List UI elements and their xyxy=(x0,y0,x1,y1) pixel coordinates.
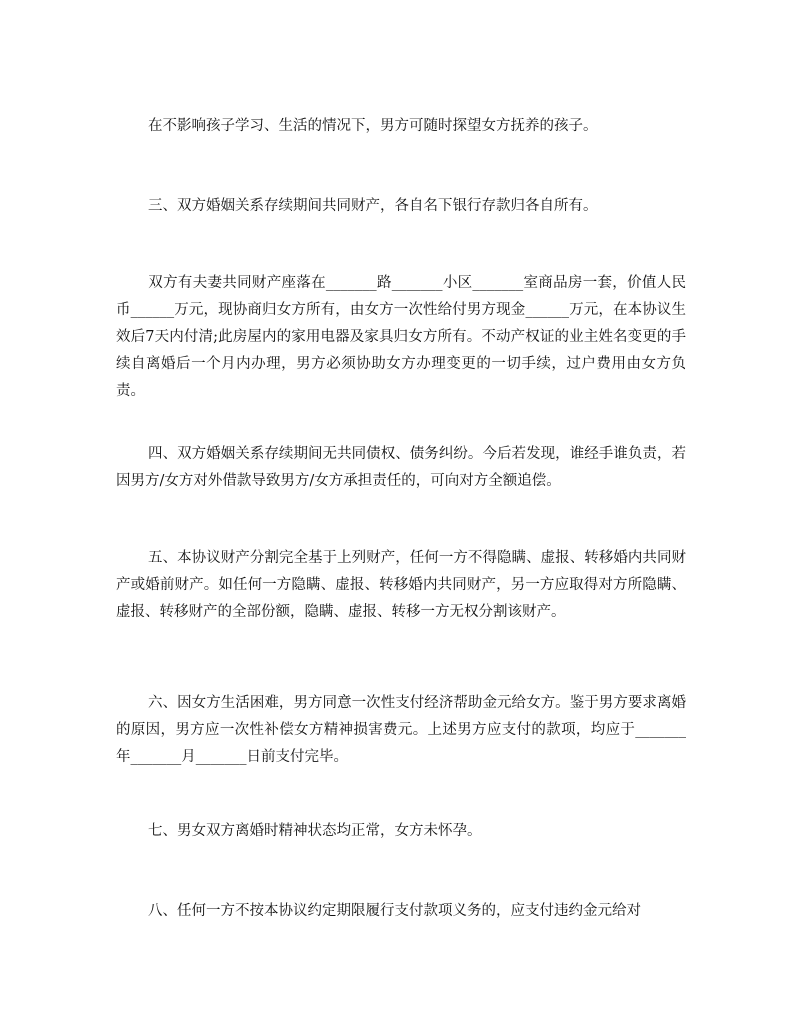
paragraph-clause-6: 六、因女方生活困难，男方同意一次性支付经济帮助金元给女方。鉴于男方要求离婚的原因，男方应一次性补偿女方精神损害费元。上述男方应支付的款项，均应于_______年_______月_______日前支付完毕。 xyxy=(116,695,686,765)
paragraph-clause-7: 七、男女双方离婚时精神状态均正常，女方未怀孕。 xyxy=(148,823,482,839)
paragraph-shared-property: 双方有夫妻共同财产座落在_______路_______小区_______室商品房一套，价值人民币______万元，现协商归女方所有，由女方一次性给付男方现金______万元，在本协议生效后7天内付清;此房屋内的家用电器及家具归女方所有。不动产权证的业主姓名变更的手续自离婚后一个月内办理，男方必须协助女方办理变更的一切手续，过户费用由女方负责。 xyxy=(116,275,686,399)
paragraph-clause-8: 八、任何一方不按本协议约定期限履行支付款项义务的，应支付违约金元给对 xyxy=(148,903,641,919)
paragraph-visitation: 在不影响孩子学习、生活的情况下，男方可随时探望女方抚养的孩子。 xyxy=(148,118,598,134)
paragraph-clause-4: 四、双方婚姻关系存续期间无共同债权、债务纠纷。今后若发现，谁经手谁负责，若因男方/女方对外借款导致男方/女方承担责任的，可向对方全额追偿。 xyxy=(116,446,686,489)
paragraph-clause-3: 三、双方婚姻关系存续期间共同财产，各自名下银行存款归各自所有。 xyxy=(148,198,598,214)
paragraph-clause-5: 五、本协议财产分割完全基于上列财产，任何一方不得隐瞒、虚报、转移婚内共同财产或婚前财产。如任何一方隐瞒、虚报、转移婚内共同财产，另一方应取得对方所隐瞒、虚报、转移财产的全部份额，隐瞒、虚报、转移一方无权分割该财产。 xyxy=(116,550,686,620)
